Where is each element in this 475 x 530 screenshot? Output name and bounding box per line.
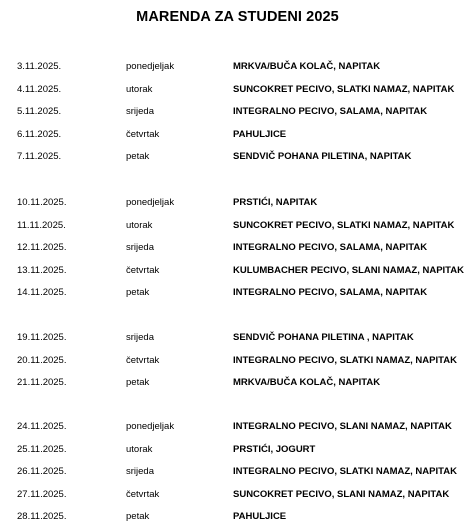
date-cell: 24.11.2025. — [17, 421, 67, 432]
date-cell: 20.11.2025. — [17, 354, 67, 366]
menu-row — [0, 103, 475, 121]
meal-cell: SUNCOKRET PECIVO, SLATKI NAMAZ, NAPITAK — [233, 219, 455, 231]
menu-row — [0, 329, 475, 347]
day-cell: utorak — [126, 83, 153, 95]
day-cell: četvrtak — [126, 354, 160, 366]
meal-cell: MRKVA/BUČA KOLAČ, NAPITAK — [233, 377, 381, 388]
menu-row — [0, 284, 475, 302]
meal-cell: PAHULJICE — [233, 128, 287, 140]
day-cell: četvrtak — [126, 128, 160, 140]
date-cell: 19.11.2025. — [17, 332, 67, 343]
meal-cell: INTEGRALNO PECIVO, SLATKI NAMAZ, NAPITAK — [233, 354, 457, 366]
day-cell: četvrtak — [126, 264, 160, 276]
day-cell: petak — [126, 377, 150, 388]
day-cell: četvrtak — [126, 488, 160, 500]
menu-row — [0, 217, 475, 235]
day-cell: ponedjeljak — [126, 61, 175, 72]
day-cell: petak — [126, 287, 150, 298]
date-cell: 7.11.2025. — [17, 151, 62, 162]
day-cell: petak — [126, 151, 150, 162]
date-cell: 14.11.2025. — [17, 287, 67, 298]
date-cell: 4.11.2025. — [17, 83, 62, 95]
menu-row — [0, 126, 475, 144]
day-cell: srijeda — [126, 106, 154, 117]
menu-row — [0, 374, 475, 392]
meal-cell: PAHULJICE — [233, 511, 287, 522]
menu-row — [0, 486, 475, 504]
menu-row — [0, 352, 475, 370]
date-cell: 27.11.2025. — [17, 488, 67, 500]
menu-title: MARENDA ZA STUDENI 2025 — [136, 9, 339, 25]
date-cell: 26.11.2025. — [17, 466, 67, 477]
meal-cell: INTEGRALNO PECIVO, SLANI NAMAZ, NAPITAK — [233, 421, 452, 432]
date-cell: 5.11.2025. — [17, 106, 62, 117]
menu-row — [0, 262, 475, 280]
menu-row — [0, 418, 475, 436]
menu-row — [0, 148, 475, 166]
day-cell: ponedjeljak — [126, 197, 175, 208]
day-cell: srijeda — [126, 332, 154, 343]
date-cell: 6.11.2025. — [17, 128, 62, 140]
menu-row — [0, 239, 475, 257]
day-cell: utorak — [126, 443, 153, 455]
meal-cell: PRSTIĆI, JOGURT — [233, 443, 316, 455]
meal-cell: SUNCOKRET PECIVO, SLANI NAMAZ, NAPITAK — [233, 488, 450, 500]
menu-row — [0, 463, 475, 481]
menu-row — [0, 58, 475, 76]
date-cell: 13.11.2025. — [17, 264, 67, 276]
meal-cell: INTEGRALNO PECIVO, SALAMA, NAPITAK — [233, 287, 428, 298]
day-cell: petak — [126, 511, 150, 522]
meal-cell: SUNCOKRET PECIVO, SLATKI NAMAZ, NAPITAK — [233, 83, 455, 95]
menu-row — [0, 508, 475, 526]
menu-row — [0, 194, 475, 212]
meal-cell: PRSTIĆI, NAPITAK — [233, 197, 318, 208]
date-cell: 12.11.2025. — [17, 242, 67, 253]
meal-cell: INTEGRALNO PECIVO, SLATKI NAMAZ, NAPITAK — [233, 466, 457, 477]
meal-cell: INTEGRALNO PECIVO, SALAMA, NAPITAK — [233, 106, 428, 117]
day-cell: utorak — [126, 219, 153, 231]
date-cell: 11.11.2025. — [17, 219, 66, 231]
meal-cell: SENDVIČ POHANA PILETINA , NAPITAK — [233, 332, 414, 343]
meal-cell: KULUMBACHER PECIVO, SLANI NAMAZ, NAPITAK — [233, 264, 464, 276]
meal-cell: MRKVA/BUČA KOLAČ, NAPITAK — [233, 61, 381, 72]
day-cell: ponedjeljak — [126, 421, 175, 432]
date-cell: 21.11.2025. — [17, 377, 67, 388]
menu-row — [0, 81, 475, 99]
date-cell: 10.11.2025. — [17, 197, 67, 208]
date-cell: 28.11.2025. — [17, 511, 67, 522]
day-cell: srijeda — [126, 242, 154, 253]
date-cell: 3.11.2025. — [17, 61, 62, 72]
day-cell: srijeda — [126, 466, 154, 477]
meal-cell: INTEGRALNO PECIVO, SALAMA, NAPITAK — [233, 242, 428, 253]
meal-cell: SENDVIČ POHANA PILETINA, NAPITAK — [233, 151, 412, 162]
menu-row — [0, 441, 475, 459]
date-cell: 25.11.2025. — [17, 443, 67, 455]
